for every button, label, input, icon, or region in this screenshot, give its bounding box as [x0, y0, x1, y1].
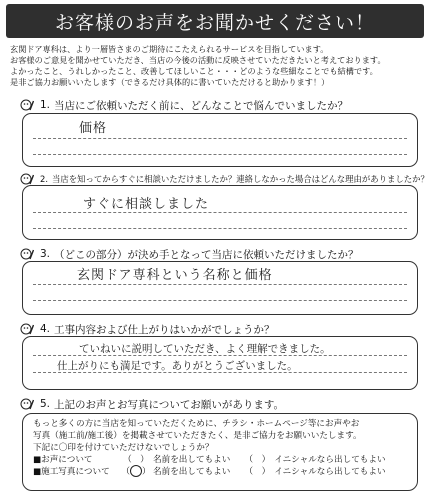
- question-text: 上記のお声とお写真についてお願いがあります。: [54, 398, 284, 411]
- question-text: 当店にご依頼いただく前に、どんなことで悩んでいましたか？: [54, 99, 349, 112]
- pencil-face-icon: [20, 172, 34, 186]
- answer-text: ていねいに説明していただき、よく理解できました。: [79, 343, 331, 355]
- pencil-face-icon: [20, 322, 34, 336]
- answer-text: 価格: [79, 121, 108, 136]
- intro-line: お客様のご意見を聞かせていただき、当店の今後の活動に反映させていただきたいと考えております。: [10, 55, 386, 65]
- name-choice-box[interactable]: （ ）: [123, 455, 149, 465]
- answer-box-1: [22, 113, 418, 167]
- question-5: 5. 上記のお声とお写真についてお願いがあります。: [20, 397, 420, 411]
- intro-line: よかったこと、うれしかったこと、改善してほしいこと・・・どのような些細なことでも結構です。: [10, 66, 378, 76]
- circle-mark-icon: [130, 465, 142, 477]
- consent-line: 写真（施工前/施工後）を掲載させていただきたく、是非ご協力をお願いいたします。: [33, 431, 362, 441]
- answer-text: 玄関ドア専科という名称と価格: [77, 268, 273, 283]
- consent-row-label: ■施工写真について: [33, 467, 110, 477]
- consent-row-label: ■お声について: [33, 455, 93, 465]
- consent-line: もっと多くの方に当店を知っていただくために、チラシ・ホームページ等にお声やお: [33, 419, 360, 429]
- consent-row-voice: ■お声について （ ） 名前を出してもよい （ ） イニシャルなら出してもよい: [33, 455, 386, 465]
- question-2: 2. 当店を知ってからすぐに相談いただけましたか？連絡しなかった場合はどんな理由がありましたか？: [20, 172, 420, 186]
- initial-choice-box[interactable]: （ ）: [244, 467, 271, 477]
- intro-text: [10, 44, 422, 88]
- consent-line: 下記に〇印を付けていただけないでしょうか？: [33, 443, 214, 453]
- question-text: 工事内容および仕上がりはいかがでしょうか？: [54, 323, 275, 336]
- intro-line: 是非ご協力お願いいたします（できるだけ具体的に書いていただけると助かります！）: [10, 77, 330, 87]
- question-text: 当店を知ってからすぐに相談いただけましたか？連絡しなかった場合はどんな理由がありましたか？: [52, 174, 429, 184]
- answer-box-3: [22, 261, 418, 315]
- answer-text: 仕上がりにも満足です。ありがとうございました。: [57, 360, 298, 372]
- page-title: お客様のお声をお聞かせください！: [54, 11, 375, 34]
- answer-text: すぐに相談しました: [83, 197, 210, 212]
- answer-box-4: [22, 336, 418, 390]
- pencil-face-icon: [20, 397, 34, 411]
- question-1: 1. 当店にご依頼いただく前に、どんなことで悩んでいましたか？: [20, 98, 420, 112]
- pencil-face-icon: [20, 247, 34, 261]
- consent-row-photo: ■施工写真について （ ） 名前を出してもよい （ ） イニシャルなら出してもよい: [33, 466, 407, 478]
- pencil-face-icon: [20, 98, 34, 112]
- consent-box: [22, 413, 418, 491]
- page-title-banner: [6, 4, 424, 38]
- question-4: 4. 工事内容および仕上がりはいかがでしょうか？: [20, 322, 420, 336]
- initial-choice-box[interactable]: （ ）: [244, 455, 271, 465]
- answer-box-2: [22, 185, 418, 240]
- name-choice-box[interactable]: （ ）: [119, 466, 153, 478]
- question-3: 3. （どこの部分）が決め手となって当店に依頼いただけましたか？: [20, 247, 420, 261]
- intro-line: 玄関ドア専科は、より一層皆さまのご期待にこたえられるサービスを目指しています。: [10, 44, 329, 54]
- question-text: （どこの部分）が決め手となって当店に依頼いただけましたか？: [54, 248, 359, 261]
